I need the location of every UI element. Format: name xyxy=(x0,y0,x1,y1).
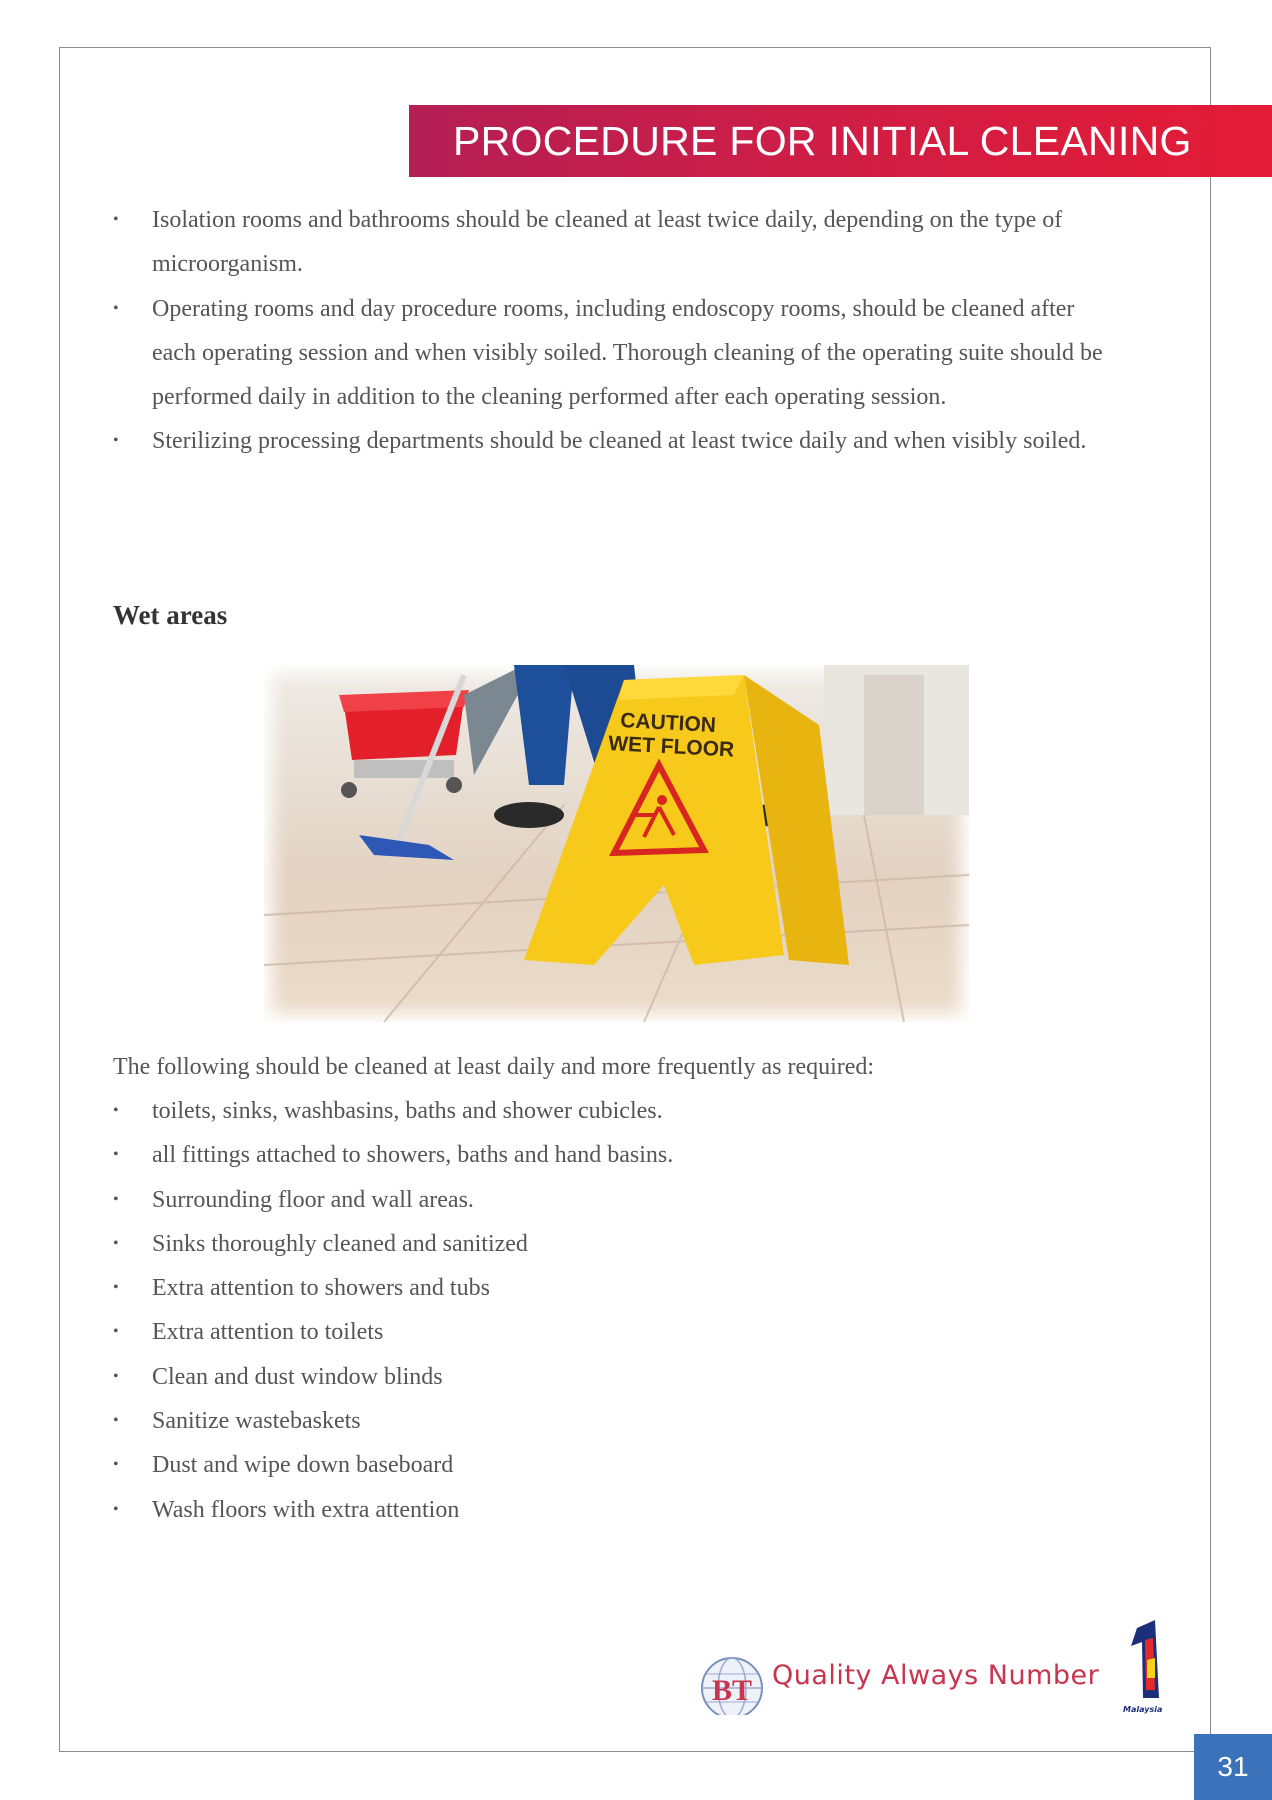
footer-tagline: Quality Always Number xyxy=(772,1660,1100,1691)
bullet-icon xyxy=(113,1310,123,1354)
bullet-icon xyxy=(113,1488,123,1532)
list-item: • Extra attention to showers and tubs xyxy=(113,1266,1113,1310)
bullet-icon xyxy=(113,1222,123,1266)
badge-country: Malaysia xyxy=(1123,1705,1163,1714)
bullet-icon xyxy=(113,1133,123,1177)
title-banner xyxy=(409,105,1272,177)
list-item: • Sinks thoroughly cleaned and sanitized xyxy=(113,1222,1113,1266)
list-item: • Dust and wipe down baseboard xyxy=(113,1443,1113,1487)
page-number: 31 xyxy=(1194,1734,1272,1800)
bullet-icon xyxy=(113,1178,123,1222)
section-intro: The following should be cleaned at least daily and more frequently as required: xyxy=(113,1054,875,1080)
bullet-icon xyxy=(113,1443,123,1487)
bullet-icon xyxy=(113,287,123,331)
list-item: • Sterilizing processing departments should be cleaned at least twice daily and when visibly soiled. xyxy=(113,419,1113,463)
section-heading: Wet areas xyxy=(113,600,228,630)
bullet-icon xyxy=(113,419,123,463)
list-item: • all fittings attached to showers, baths and hand basins. xyxy=(113,1133,1113,1177)
bullet-icon xyxy=(113,1089,123,1133)
logo-letters: BT xyxy=(712,1674,753,1707)
wet-floor-illustration xyxy=(264,665,969,1022)
top-bullet-list xyxy=(113,198,1113,464)
wet-floor-photo xyxy=(264,665,969,1022)
list-item: • Clean and dust window blinds xyxy=(113,1355,1113,1399)
sign-line-2: WET FLOOR xyxy=(607,732,735,762)
bullet-icon xyxy=(113,1355,123,1399)
list-item: • Isolation rooms and bathrooms should be cleaned at least twice daily, depending on the type of microorganism. xyxy=(113,198,1113,287)
list-item: • Extra attention to toilets xyxy=(113,1310,1113,1354)
list-item: • Operating rooms and day procedure rooms, including endoscopy rooms, should be cleaned after each operating session and when visibly soiled. Thorough cleaning of the operating suite should be performed daily in addition to the cleaning performed after each operating session. xyxy=(113,287,1113,420)
list-item: • Surrounding floor and wall areas. xyxy=(113,1178,1113,1222)
list-item: • Wash floors with extra attention xyxy=(113,1488,1113,1532)
number-one-badge-icon xyxy=(1115,1620,1175,1715)
bullet-icon xyxy=(113,1399,123,1443)
globe-logo-icon xyxy=(700,1620,780,1715)
list-item: • toilets, sinks, washbasins, baths and shower cubicles. xyxy=(113,1089,1113,1133)
bullet-icon xyxy=(113,1266,123,1310)
footer-logo xyxy=(700,1620,1175,1715)
wet-areas-bullet-list xyxy=(113,1089,1113,1532)
list-item: • Sanitize wastebaskets xyxy=(113,1399,1113,1443)
sign-line-1: CAUTION xyxy=(619,709,717,738)
page-title: PROCEDURE FOR INITIAL CLEANING xyxy=(453,117,1192,164)
bullet-icon xyxy=(113,198,123,242)
